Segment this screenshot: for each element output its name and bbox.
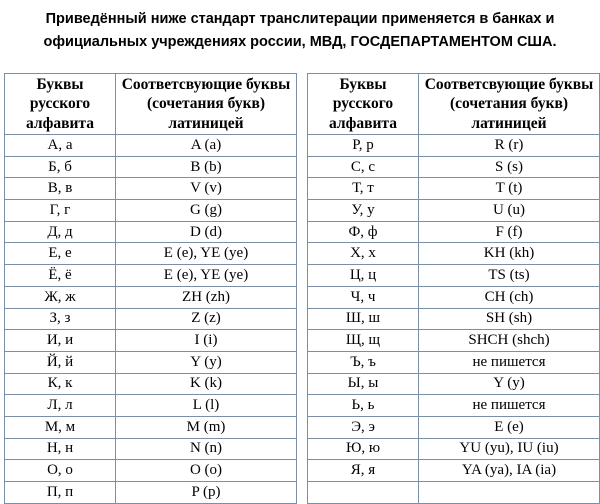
russian-letter-cell: Т, т — [308, 178, 419, 200]
latin-letter-cell: E (e) — [419, 416, 600, 438]
latin-letter-cell: L (l) — [116, 395, 297, 417]
latin-letter-cell: TS (ts) — [419, 265, 600, 287]
title-line-2: официальных учреждениях россии, МВД, ГОСДЕПАРТАМЕНТОМ США. — [43, 34, 557, 50]
table-row — [5, 460, 297, 482]
latin-letter-cell: T (t) — [419, 178, 600, 200]
russian-letter-cell: Ц, ц — [308, 265, 419, 287]
table-row — [308, 200, 600, 222]
header-russian-letters: Буквы русского алфавита — [308, 74, 419, 135]
latin-letter-cell: U (u) — [419, 200, 600, 222]
table-row — [5, 243, 297, 265]
table-row — [5, 265, 297, 287]
russian-letter-cell: Н, н — [5, 438, 116, 460]
russian-letter-cell: Ы, ы — [308, 373, 419, 395]
latin-letter-cell: G (g) — [116, 200, 297, 222]
table-row — [308, 395, 600, 417]
latin-letter-cell: Y (y) — [116, 351, 297, 373]
table-row — [5, 308, 297, 330]
latin-letter-cell — [419, 482, 600, 504]
latin-letter-cell: KH (kh) — [419, 243, 600, 265]
latin-letter-cell: Z (z) — [116, 308, 297, 330]
latin-letter-cell: YU (yu), IU (iu) — [419, 438, 600, 460]
russian-letter-cell: Ъ, ъ — [308, 351, 419, 373]
russian-letter-cell: Й, й — [5, 351, 116, 373]
table-row — [308, 135, 600, 157]
table-row — [308, 416, 600, 438]
latin-letter-cell: SH (sh) — [419, 308, 600, 330]
russian-letter-cell: М, м — [5, 416, 116, 438]
table-row — [308, 286, 600, 308]
russian-letter-cell: А, а — [5, 135, 116, 157]
latin-letter-cell: D (d) — [116, 221, 297, 243]
title-line-1: Приведённый ниже стандарт транслитерации применяется в банках и — [45, 11, 555, 27]
russian-letter-cell — [308, 482, 419, 504]
table-row — [308, 221, 600, 243]
table-row — [308, 156, 600, 178]
russian-letter-cell: Э, э — [308, 416, 419, 438]
russian-letter-cell: Е, е — [5, 243, 116, 265]
russian-letter-cell: П, п — [5, 482, 116, 504]
table-row — [308, 178, 600, 200]
table-row — [308, 351, 600, 373]
russian-letter-cell: Ф, ф — [308, 221, 419, 243]
latin-letter-cell: B (b) — [116, 156, 297, 178]
latin-letter-cell: не пишется — [419, 395, 600, 417]
table-row — [308, 482, 600, 504]
russian-letter-cell: С, с — [308, 156, 419, 178]
table-row — [5, 330, 297, 352]
page-title — [0, 8, 600, 54]
latin-letter-cell: M (m) — [116, 416, 297, 438]
latin-letter-cell: E (e), YE (ye) — [116, 243, 297, 265]
latin-letter-cell: R (r) — [419, 135, 600, 157]
table-row — [308, 373, 600, 395]
table-row — [308, 330, 600, 352]
table-row — [308, 308, 600, 330]
latin-letter-cell: E (e), YE (ye) — [116, 265, 297, 287]
table-row — [5, 482, 297, 504]
table-row — [5, 395, 297, 417]
table-row — [308, 438, 600, 460]
table-row — [308, 460, 600, 482]
table-row — [5, 200, 297, 222]
latin-letter-cell: P (p) — [116, 482, 297, 504]
russian-letter-cell: Л, л — [5, 395, 116, 417]
russian-letter-cell: З, з — [5, 308, 116, 330]
latin-letter-cell: O (o) — [116, 460, 297, 482]
russian-letter-cell: К, к — [5, 373, 116, 395]
table-header-row — [308, 74, 600, 135]
russian-letter-cell: Х, х — [308, 243, 419, 265]
latin-letter-cell: A (a) — [116, 135, 297, 157]
russian-letter-cell: Я, я — [308, 460, 419, 482]
transliteration-table-right — [307, 73, 600, 504]
table-header-row — [5, 74, 297, 135]
latin-letter-cell: ZH (zh) — [116, 286, 297, 308]
transliteration-table-left — [4, 73, 297, 504]
russian-letter-cell: В, в — [5, 178, 116, 200]
latin-letter-cell: K (k) — [116, 373, 297, 395]
latin-letter-cell: S (s) — [419, 156, 600, 178]
table-row — [308, 243, 600, 265]
table-row — [5, 438, 297, 460]
latin-letter-cell: SHCH (shch) — [419, 330, 600, 352]
russian-letter-cell: Щ, щ — [308, 330, 419, 352]
russian-letter-cell: Г, г — [5, 200, 116, 222]
russian-letter-cell: Ё, ё — [5, 265, 116, 287]
table-row — [5, 286, 297, 308]
latin-letter-cell: YA (ya), IA (ia) — [419, 460, 600, 482]
russian-letter-cell: Ж, ж — [5, 286, 116, 308]
russian-letter-cell: Д, д — [5, 221, 116, 243]
header-latin-letters: Соответсвующие буквы (сочетания букв) латиницей — [419, 74, 600, 135]
russian-letter-cell: Ь, ь — [308, 395, 419, 417]
russian-letter-cell: У, у — [308, 200, 419, 222]
header-russian-letters: Буквы русского алфавита — [5, 74, 116, 135]
table-row — [308, 265, 600, 287]
russian-letter-cell: Б, б — [5, 156, 116, 178]
latin-letter-cell: I (i) — [116, 330, 297, 352]
russian-letter-cell: Ю, ю — [308, 438, 419, 460]
russian-letter-cell: Р, р — [308, 135, 419, 157]
latin-letter-cell: Y (y) — [419, 373, 600, 395]
table-row — [5, 178, 297, 200]
russian-letter-cell: Ч, ч — [308, 286, 419, 308]
russian-letter-cell: О, о — [5, 460, 116, 482]
latin-letter-cell: CH (ch) — [419, 286, 600, 308]
table-row — [5, 351, 297, 373]
table-row — [5, 373, 297, 395]
latin-letter-cell: V (v) — [116, 178, 297, 200]
russian-letter-cell: Ш, ш — [308, 308, 419, 330]
latin-letter-cell: F (f) — [419, 221, 600, 243]
table-row — [5, 156, 297, 178]
table-row — [5, 221, 297, 243]
latin-letter-cell: N (n) — [116, 438, 297, 460]
header-latin-letters: Соответсвующие буквы (сочетания букв) латиницей — [116, 74, 297, 135]
table-row — [5, 416, 297, 438]
table-row — [5, 135, 297, 157]
latin-letter-cell: не пишется — [419, 351, 600, 373]
russian-letter-cell: И, и — [5, 330, 116, 352]
